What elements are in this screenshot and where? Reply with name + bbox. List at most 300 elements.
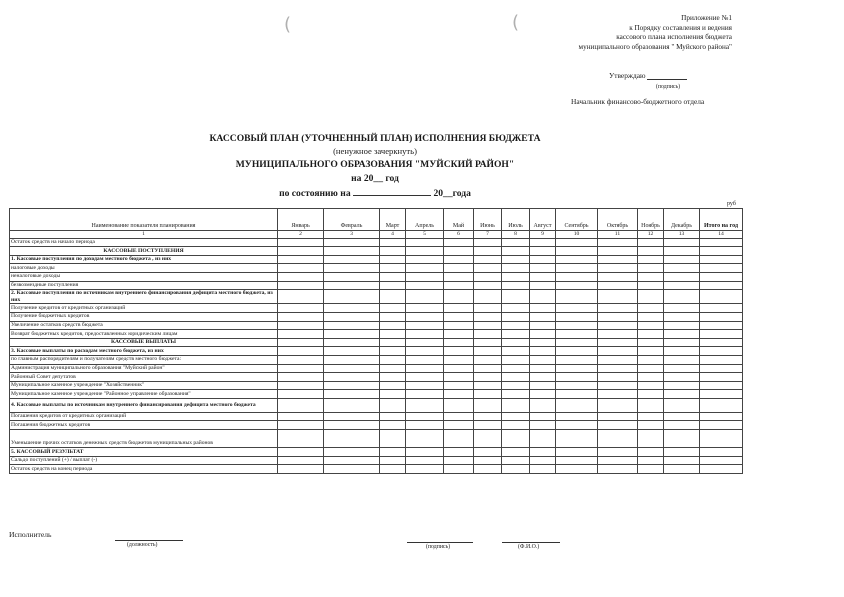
value-cell[interactable] xyxy=(406,338,444,347)
value-cell[interactable] xyxy=(664,238,700,247)
value-cell[interactable] xyxy=(700,398,743,412)
value-cell[interactable] xyxy=(444,312,474,321)
value-cell[interactable] xyxy=(700,255,743,264)
value-cell[interactable] xyxy=(598,381,638,390)
value-cell[interactable] xyxy=(664,321,700,330)
value-cell[interactable] xyxy=(278,430,324,448)
value-cell[interactable] xyxy=(324,421,380,430)
value-cell[interactable] xyxy=(324,264,380,273)
value-cell[interactable] xyxy=(664,355,700,364)
value-cell[interactable] xyxy=(474,448,502,457)
value-cell[interactable] xyxy=(324,321,380,330)
value-cell[interactable] xyxy=(638,347,664,356)
value-cell[interactable] xyxy=(700,421,743,430)
value-cell[interactable] xyxy=(406,255,444,264)
value-cell[interactable] xyxy=(406,398,444,412)
value-cell[interactable] xyxy=(324,338,380,347)
value-cell[interactable] xyxy=(556,364,598,373)
value-cell[interactable] xyxy=(664,398,700,412)
value-cell[interactable] xyxy=(502,390,530,399)
value-cell[interactable] xyxy=(380,364,406,373)
value-cell[interactable] xyxy=(530,304,556,313)
value-cell[interactable] xyxy=(700,465,743,474)
value-cell[interactable] xyxy=(638,430,664,448)
value-cell[interactable] xyxy=(278,312,324,321)
value-cell[interactable] xyxy=(502,430,530,448)
value-cell[interactable] xyxy=(598,412,638,421)
value-cell[interactable] xyxy=(638,421,664,430)
value-cell[interactable] xyxy=(502,448,530,457)
value-cell[interactable] xyxy=(556,238,598,247)
value-cell[interactable] xyxy=(700,290,743,304)
value-cell[interactable] xyxy=(700,373,743,382)
value-cell[interactable] xyxy=(444,272,474,281)
value-cell[interactable] xyxy=(406,330,444,339)
value-cell[interactable] xyxy=(530,381,556,390)
value-cell[interactable] xyxy=(278,398,324,412)
value-cell[interactable] xyxy=(700,430,743,448)
value-cell[interactable] xyxy=(380,312,406,321)
value-cell[interactable] xyxy=(530,272,556,281)
value-cell[interactable] xyxy=(474,373,502,382)
value-cell[interactable] xyxy=(638,330,664,339)
value-cell[interactable] xyxy=(444,247,474,256)
value-cell[interactable] xyxy=(380,247,406,256)
value-cell[interactable] xyxy=(278,421,324,430)
value-cell[interactable] xyxy=(444,355,474,364)
value-cell[interactable] xyxy=(556,304,598,313)
value-cell[interactable] xyxy=(444,448,474,457)
value-cell[interactable] xyxy=(530,338,556,347)
value-cell[interactable] xyxy=(380,381,406,390)
value-cell[interactable] xyxy=(444,373,474,382)
value-cell[interactable] xyxy=(474,290,502,304)
value-cell[interactable] xyxy=(380,272,406,281)
value-cell[interactable] xyxy=(530,264,556,273)
value-cell[interactable] xyxy=(406,381,444,390)
value-cell[interactable] xyxy=(700,281,743,290)
value-cell[interactable] xyxy=(598,373,638,382)
value-cell[interactable] xyxy=(598,347,638,356)
value-cell[interactable] xyxy=(444,290,474,304)
value-cell[interactable] xyxy=(474,430,502,448)
value-cell[interactable] xyxy=(700,355,743,364)
value-cell[interactable] xyxy=(444,364,474,373)
value-cell[interactable] xyxy=(556,390,598,399)
value-cell[interactable] xyxy=(278,281,324,290)
value-cell[interactable] xyxy=(380,290,406,304)
value-cell[interactable] xyxy=(474,465,502,474)
value-cell[interactable] xyxy=(380,281,406,290)
value-cell[interactable] xyxy=(638,312,664,321)
value-cell[interactable] xyxy=(380,330,406,339)
value-cell[interactable] xyxy=(474,247,502,256)
value-cell[interactable] xyxy=(324,448,380,457)
value-cell[interactable] xyxy=(380,255,406,264)
value-cell[interactable] xyxy=(598,364,638,373)
value-cell[interactable] xyxy=(502,290,530,304)
value-cell[interactable] xyxy=(664,430,700,448)
value-cell[interactable] xyxy=(700,312,743,321)
value-cell[interactable] xyxy=(598,312,638,321)
value-cell[interactable] xyxy=(598,338,638,347)
value-cell[interactable] xyxy=(278,355,324,364)
value-cell[interactable] xyxy=(638,238,664,247)
value-cell[interactable] xyxy=(530,412,556,421)
value-cell[interactable] xyxy=(444,381,474,390)
value-cell[interactable] xyxy=(598,238,638,247)
value-cell[interactable] xyxy=(324,355,380,364)
value-cell[interactable] xyxy=(474,264,502,273)
value-cell[interactable] xyxy=(444,347,474,356)
value-cell[interactable] xyxy=(444,465,474,474)
value-cell[interactable] xyxy=(278,373,324,382)
value-cell[interactable] xyxy=(278,330,324,339)
value-cell[interactable] xyxy=(556,338,598,347)
value-cell[interactable] xyxy=(444,238,474,247)
value-cell[interactable] xyxy=(664,312,700,321)
value-cell[interactable] xyxy=(406,304,444,313)
value-cell[interactable] xyxy=(556,347,598,356)
value-cell[interactable] xyxy=(380,390,406,399)
value-cell[interactable] xyxy=(530,347,556,356)
value-cell[interactable] xyxy=(474,347,502,356)
value-cell[interactable] xyxy=(556,421,598,430)
value-cell[interactable] xyxy=(406,456,444,465)
value-cell[interactable] xyxy=(530,373,556,382)
value-cell[interactable] xyxy=(406,465,444,474)
value-cell[interactable] xyxy=(502,321,530,330)
value-cell[interactable] xyxy=(278,272,324,281)
value-cell[interactable] xyxy=(406,247,444,256)
value-cell[interactable] xyxy=(502,338,530,347)
value-cell[interactable] xyxy=(474,272,502,281)
value-cell[interactable] xyxy=(406,238,444,247)
value-cell[interactable] xyxy=(278,238,324,247)
value-cell[interactable] xyxy=(502,255,530,264)
value-cell[interactable] xyxy=(700,347,743,356)
value-cell[interactable] xyxy=(530,448,556,457)
value-cell[interactable] xyxy=(638,456,664,465)
value-cell[interactable] xyxy=(530,355,556,364)
value-cell[interactable] xyxy=(278,448,324,457)
value-cell[interactable] xyxy=(530,321,556,330)
value-cell[interactable] xyxy=(324,430,380,448)
value-cell[interactable] xyxy=(638,338,664,347)
value-cell[interactable] xyxy=(556,430,598,448)
value-cell[interactable] xyxy=(324,373,380,382)
value-cell[interactable] xyxy=(324,304,380,313)
value-cell[interactable] xyxy=(700,390,743,399)
value-cell[interactable] xyxy=(380,264,406,273)
value-cell[interactable] xyxy=(638,272,664,281)
value-cell[interactable] xyxy=(502,398,530,412)
value-cell[interactable] xyxy=(638,290,664,304)
value-cell[interactable] xyxy=(556,465,598,474)
value-cell[interactable] xyxy=(406,290,444,304)
value-cell[interactable] xyxy=(502,364,530,373)
value-cell[interactable] xyxy=(556,247,598,256)
value-cell[interactable] xyxy=(664,456,700,465)
value-cell[interactable] xyxy=(380,347,406,356)
value-cell[interactable] xyxy=(700,330,743,339)
value-cell[interactable] xyxy=(598,355,638,364)
value-cell[interactable] xyxy=(324,272,380,281)
value-cell[interactable] xyxy=(324,465,380,474)
value-cell[interactable] xyxy=(638,247,664,256)
value-cell[interactable] xyxy=(638,398,664,412)
value-cell[interactable] xyxy=(406,364,444,373)
value-cell[interactable] xyxy=(664,281,700,290)
value-cell[interactable] xyxy=(278,347,324,356)
value-cell[interactable] xyxy=(324,412,380,421)
value-cell[interactable] xyxy=(278,290,324,304)
value-cell[interactable] xyxy=(324,456,380,465)
value-cell[interactable] xyxy=(502,264,530,273)
value-cell[interactable] xyxy=(502,465,530,474)
value-cell[interactable] xyxy=(502,355,530,364)
value-cell[interactable] xyxy=(278,456,324,465)
value-cell[interactable] xyxy=(324,364,380,373)
value-cell[interactable] xyxy=(324,330,380,339)
value-cell[interactable] xyxy=(664,330,700,339)
value-cell[interactable] xyxy=(278,247,324,256)
value-cell[interactable] xyxy=(380,456,406,465)
value-cell[interactable] xyxy=(700,321,743,330)
value-cell[interactable] xyxy=(556,255,598,264)
value-cell[interactable] xyxy=(380,373,406,382)
value-cell[interactable] xyxy=(502,412,530,421)
value-cell[interactable] xyxy=(324,247,380,256)
value-cell[interactable] xyxy=(278,412,324,421)
value-cell[interactable] xyxy=(324,290,380,304)
value-cell[interactable] xyxy=(474,304,502,313)
value-cell[interactable] xyxy=(664,390,700,399)
value-cell[interactable] xyxy=(664,364,700,373)
value-cell[interactable] xyxy=(598,448,638,457)
value-cell[interactable] xyxy=(598,465,638,474)
value-cell[interactable] xyxy=(556,355,598,364)
value-cell[interactable] xyxy=(530,330,556,339)
value-cell[interactable] xyxy=(502,456,530,465)
value-cell[interactable] xyxy=(406,430,444,448)
value-cell[interactable] xyxy=(700,338,743,347)
value-cell[interactable] xyxy=(664,247,700,256)
value-cell[interactable] xyxy=(664,272,700,281)
value-cell[interactable] xyxy=(598,255,638,264)
value-cell[interactable] xyxy=(598,304,638,313)
value-cell[interactable] xyxy=(444,430,474,448)
value-cell[interactable] xyxy=(700,364,743,373)
value-cell[interactable] xyxy=(474,398,502,412)
value-cell[interactable] xyxy=(324,390,380,399)
value-cell[interactable] xyxy=(474,381,502,390)
value-cell[interactable] xyxy=(444,281,474,290)
value-cell[interactable] xyxy=(556,381,598,390)
value-cell[interactable] xyxy=(474,355,502,364)
value-cell[interactable] xyxy=(406,281,444,290)
value-cell[interactable] xyxy=(380,398,406,412)
value-cell[interactable] xyxy=(406,347,444,356)
value-cell[interactable] xyxy=(530,390,556,399)
value-cell[interactable] xyxy=(556,412,598,421)
value-cell[interactable] xyxy=(664,373,700,382)
value-cell[interactable] xyxy=(530,430,556,448)
value-cell[interactable] xyxy=(638,373,664,382)
value-cell[interactable] xyxy=(502,304,530,313)
value-cell[interactable] xyxy=(324,281,380,290)
value-cell[interactable] xyxy=(598,264,638,273)
value-cell[interactable] xyxy=(474,281,502,290)
value-cell[interactable] xyxy=(664,421,700,430)
value-cell[interactable] xyxy=(638,304,664,313)
value-cell[interactable] xyxy=(638,281,664,290)
value-cell[interactable] xyxy=(474,338,502,347)
value-cell[interactable] xyxy=(598,390,638,399)
value-cell[interactable] xyxy=(444,398,474,412)
value-cell[interactable] xyxy=(380,338,406,347)
value-cell[interactable] xyxy=(380,465,406,474)
value-cell[interactable] xyxy=(502,421,530,430)
value-cell[interactable] xyxy=(406,412,444,421)
value-cell[interactable] xyxy=(474,364,502,373)
value-cell[interactable] xyxy=(664,304,700,313)
value-cell[interactable] xyxy=(406,355,444,364)
value-cell[interactable] xyxy=(380,430,406,448)
value-cell[interactable] xyxy=(406,312,444,321)
value-cell[interactable] xyxy=(324,381,380,390)
value-cell[interactable] xyxy=(556,290,598,304)
value-cell[interactable] xyxy=(406,390,444,399)
value-cell[interactable] xyxy=(502,281,530,290)
value-cell[interactable] xyxy=(474,456,502,465)
value-cell[interactable] xyxy=(700,456,743,465)
value-cell[interactable] xyxy=(556,312,598,321)
value-cell[interactable] xyxy=(502,347,530,356)
value-cell[interactable] xyxy=(324,398,380,412)
value-cell[interactable] xyxy=(502,238,530,247)
value-cell[interactable] xyxy=(700,304,743,313)
value-cell[interactable] xyxy=(474,390,502,399)
value-cell[interactable] xyxy=(664,381,700,390)
value-cell[interactable] xyxy=(700,247,743,256)
value-cell[interactable] xyxy=(598,321,638,330)
value-cell[interactable] xyxy=(530,247,556,256)
value-cell[interactable] xyxy=(598,281,638,290)
value-cell[interactable] xyxy=(474,321,502,330)
value-cell[interactable] xyxy=(444,412,474,421)
value-cell[interactable] xyxy=(444,264,474,273)
value-cell[interactable] xyxy=(474,412,502,421)
value-cell[interactable] xyxy=(380,412,406,421)
value-cell[interactable] xyxy=(664,465,700,474)
value-cell[interactable] xyxy=(664,412,700,421)
value-cell[interactable] xyxy=(530,421,556,430)
value-cell[interactable] xyxy=(598,456,638,465)
value-cell[interactable] xyxy=(502,373,530,382)
value-cell[interactable] xyxy=(530,281,556,290)
value-cell[interactable] xyxy=(474,255,502,264)
value-cell[interactable] xyxy=(556,398,598,412)
value-cell[interactable] xyxy=(502,247,530,256)
value-cell[interactable] xyxy=(502,381,530,390)
value-cell[interactable] xyxy=(638,255,664,264)
value-cell[interactable] xyxy=(598,272,638,281)
value-cell[interactable] xyxy=(474,421,502,430)
value-cell[interactable] xyxy=(406,373,444,382)
value-cell[interactable] xyxy=(700,272,743,281)
value-cell[interactable] xyxy=(598,290,638,304)
value-cell[interactable] xyxy=(638,321,664,330)
value-cell[interactable] xyxy=(556,330,598,339)
value-cell[interactable] xyxy=(380,355,406,364)
value-cell[interactable] xyxy=(530,290,556,304)
value-cell[interactable] xyxy=(380,448,406,457)
value-cell[interactable] xyxy=(474,238,502,247)
value-cell[interactable] xyxy=(406,421,444,430)
value-cell[interactable] xyxy=(444,338,474,347)
value-cell[interactable] xyxy=(638,448,664,457)
value-cell[interactable] xyxy=(380,304,406,313)
value-cell[interactable] xyxy=(444,390,474,399)
value-cell[interactable] xyxy=(444,304,474,313)
value-cell[interactable] xyxy=(278,381,324,390)
value-cell[interactable] xyxy=(444,421,474,430)
value-cell[interactable] xyxy=(278,390,324,399)
value-cell[interactable] xyxy=(530,312,556,321)
value-cell[interactable] xyxy=(278,304,324,313)
value-cell[interactable] xyxy=(598,430,638,448)
value-cell[interactable] xyxy=(664,338,700,347)
value-cell[interactable] xyxy=(406,264,444,273)
value-cell[interactable] xyxy=(598,330,638,339)
value-cell[interactable] xyxy=(556,264,598,273)
value-cell[interactable] xyxy=(700,448,743,457)
value-cell[interactable] xyxy=(444,321,474,330)
value-cell[interactable] xyxy=(324,255,380,264)
value-cell[interactable] xyxy=(638,381,664,390)
value-cell[interactable] xyxy=(324,238,380,247)
value-cell[interactable] xyxy=(556,448,598,457)
value-cell[interactable] xyxy=(598,421,638,430)
value-cell[interactable] xyxy=(380,321,406,330)
value-cell[interactable] xyxy=(530,398,556,412)
value-cell[interactable] xyxy=(556,281,598,290)
value-cell[interactable] xyxy=(474,330,502,339)
value-cell[interactable] xyxy=(444,330,474,339)
value-cell[interactable] xyxy=(664,347,700,356)
value-cell[interactable] xyxy=(530,364,556,373)
value-cell[interactable] xyxy=(406,272,444,281)
value-cell[interactable] xyxy=(700,381,743,390)
value-cell[interactable] xyxy=(502,272,530,281)
value-cell[interactable] xyxy=(530,238,556,247)
value-cell[interactable] xyxy=(530,465,556,474)
value-cell[interactable] xyxy=(556,321,598,330)
value-cell[interactable] xyxy=(278,465,324,474)
value-cell[interactable] xyxy=(638,264,664,273)
value-cell[interactable] xyxy=(278,264,324,273)
value-cell[interactable] xyxy=(444,456,474,465)
value-cell[interactable] xyxy=(700,264,743,273)
value-cell[interactable] xyxy=(638,465,664,474)
value-cell[interactable] xyxy=(638,355,664,364)
value-cell[interactable] xyxy=(638,364,664,373)
value-cell[interactable] xyxy=(278,338,324,347)
value-cell[interactable] xyxy=(598,398,638,412)
value-cell[interactable] xyxy=(530,456,556,465)
value-cell[interactable] xyxy=(502,330,530,339)
